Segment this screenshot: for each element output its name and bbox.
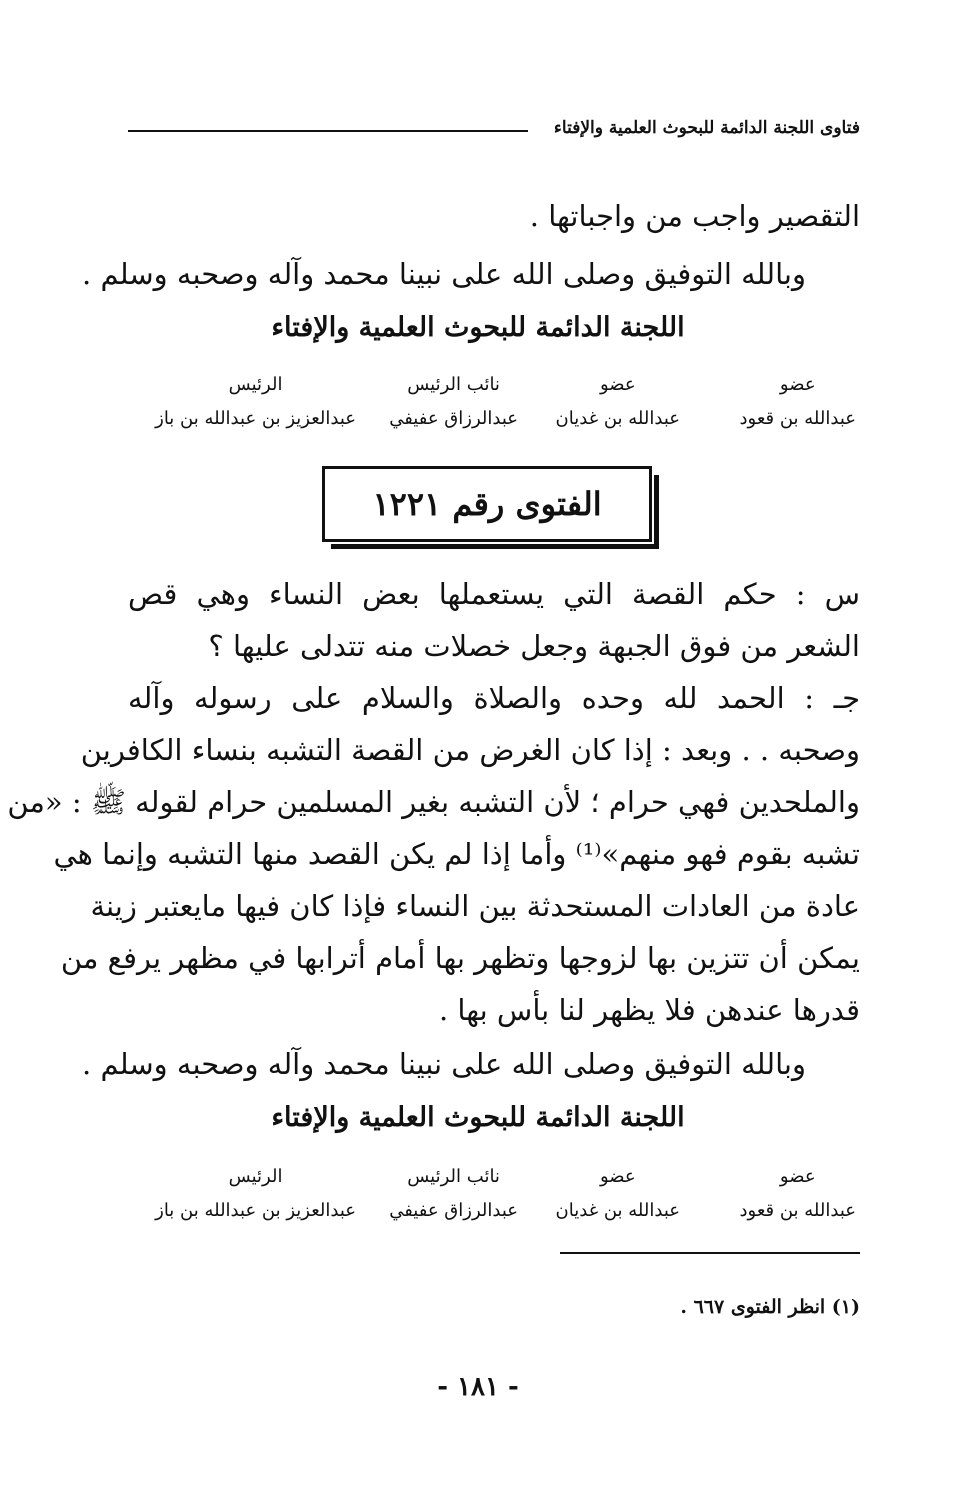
- signatory-role: الرئيس: [228, 374, 283, 395]
- answer-line: جـ : الحمد لله وحده والصلاة والسلام على رسوله وآله: [128, 681, 860, 715]
- signatory: [389, 372, 518, 434]
- signatory-role: الرئيس: [228, 1166, 283, 1187]
- question-line: الشعر من فوق الجبهة وجعل خصلات منه تتدلى عليها ؟: [208, 629, 860, 663]
- question-line: س : حكم القصة التي يستعملها بعض النساء وهي قص: [128, 577, 860, 611]
- answer-line: قدرها عندهن فلا يظهر لنا بأس بها .: [438, 993, 860, 1027]
- signatories-row: [128, 1164, 856, 1224]
- signatory: [556, 1164, 680, 1226]
- signatory-role: عضو: [599, 374, 636, 395]
- signatory-name: عبدالله بن قعود: [739, 1200, 856, 1221]
- signatory-name: عبدالله بن غديان: [555, 408, 680, 429]
- signatory: [155, 372, 356, 434]
- closing-line: وبالله التوفيق وصلى الله على نبينا محمد وآله وصحبه وسلم .: [82, 1047, 806, 1081]
- signatory-name: عبدالعزيز بن عبدالله بن باز: [155, 1200, 356, 1221]
- answer-line: وصحبه . . وبعد : إذا كان الغرض من القصة التشبه بنساء الكافرين: [80, 733, 860, 767]
- signatory-name: عبدالرزاق عفيفي: [389, 408, 518, 429]
- signatory-name: عبدالرزاق عفيفي: [389, 1200, 518, 1221]
- answer-line: والملحدين فهي حرام ؛ لأن التشبه بغير المسلمين حرام لقوله ﷺ : «من: [7, 785, 860, 819]
- footnote: (١) انظر الفتوى ٦٦٧ .: [680, 1296, 860, 1318]
- signatory: [155, 1164, 356, 1226]
- answer-line: عادة من العادات المستحدثة بين النساء فإذا كان فيها مايعتبر زينة: [90, 889, 860, 923]
- signatory-role: نائب الرئيس: [407, 1166, 500, 1187]
- body-line: التقصير واجب من واجباتها .: [529, 199, 860, 233]
- fatwa-title: الفتوى رقم ١٢٢١: [372, 485, 602, 523]
- footnote-rule: [560, 1252, 860, 1254]
- signatory: [740, 372, 856, 434]
- signatory-role: عضو: [779, 374, 816, 395]
- signatory-role: نائب الرئيس: [407, 374, 500, 395]
- signatory-name: عبدالله بن قعود: [739, 408, 856, 429]
- page-number: - ١٨١ -: [437, 1372, 519, 1402]
- signatory-role: عضو: [779, 1166, 816, 1187]
- signatory-name: عبدالله بن غديان: [555, 1200, 680, 1221]
- fatwa-title-box: [322, 466, 652, 542]
- signatories-row: [128, 372, 856, 432]
- committee-name: اللجنة الدائمة للبحوث العلمية والإفتاء: [271, 1102, 685, 1133]
- signatory: [389, 1164, 518, 1226]
- answer-line: يمكن أن تتزين بها لزوجها وتظهر بها أمام أترابها في مظهر يرفع من: [60, 941, 860, 975]
- answer-line: تشبه بقوم فهو منهم»⁽¹⁾ وأما إذا لم يكن القصد منها التشبه وإنما هي: [53, 837, 860, 871]
- signatory: [740, 1164, 856, 1226]
- header-rule: [128, 130, 528, 132]
- committee-name: اللجنة الدائمة للبحوث العلمية والإفتاء: [271, 312, 685, 343]
- signatory-role: عضو: [599, 1166, 636, 1187]
- signatory: [556, 372, 680, 434]
- closing-line: وبالله التوفيق وصلى الله على نبينا محمد وآله وصحبه وسلم .: [82, 257, 806, 291]
- signatory-name: عبدالعزيز بن عبدالله بن باز: [155, 408, 356, 429]
- running-header: فتاوى اللجنة الدائمة للبحوث العلمية والإفتاء: [553, 118, 860, 138]
